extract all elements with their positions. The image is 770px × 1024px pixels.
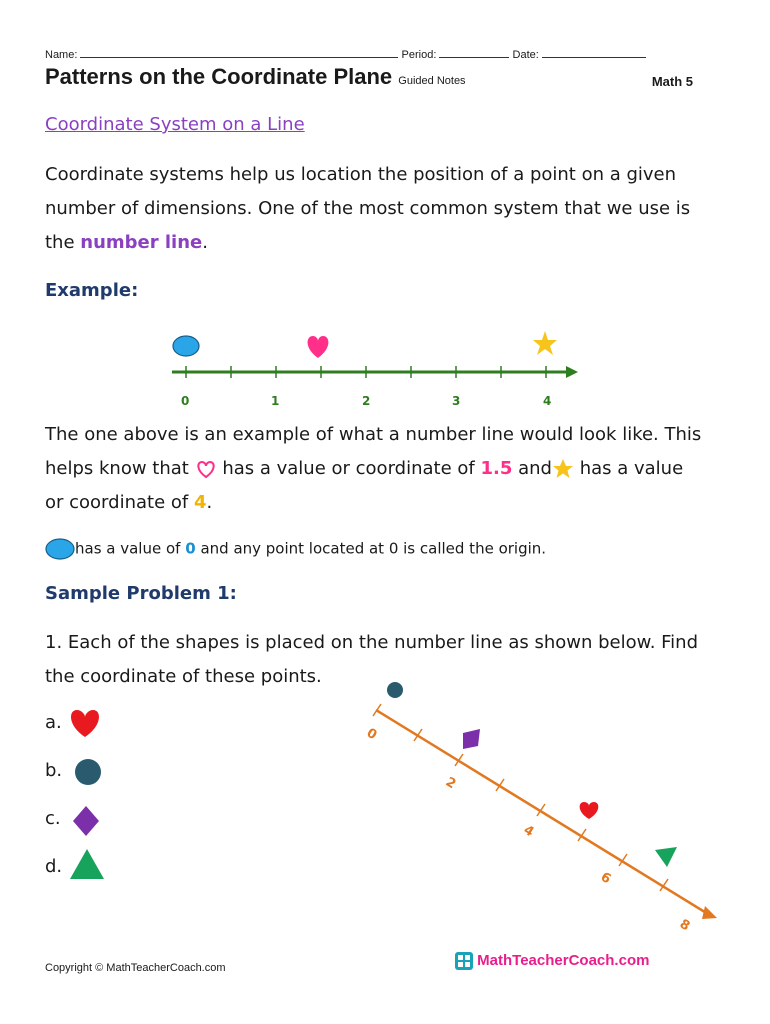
tick-label: 2 [442, 774, 459, 793]
page-subtitle: Guided Notes [398, 75, 466, 87]
section-heading: Coordinate System on a Line [45, 114, 305, 135]
tick-label: 2 [362, 394, 371, 408]
option-b-label: b. [45, 760, 63, 781]
arrow-icon [702, 906, 717, 919]
course-label: Math 5 [651, 74, 693, 89]
option-d-label: d. [45, 856, 63, 877]
circle-icon [75, 759, 101, 785]
tick-label: 3 [452, 394, 461, 408]
heart-value: 1.5 [480, 458, 513, 479]
triangle-icon [655, 847, 677, 867]
name-label: Name: [45, 49, 78, 61]
page-title: Patterns on the Coordinate Plane Guided Notes [45, 64, 466, 89]
tick-label: 1 [271, 394, 280, 408]
sample-heading: Sample Problem 1: [45, 583, 237, 604]
red-heart-icon [71, 710, 99, 737]
example-explanation: The one above is an example of what a number line would look like. This helps know that has a value or coordinate of 1.5 and has a value or coordinate of 4. [45, 424, 702, 513]
brand-logo[interactable]: MathTeacherCoach.com [455, 952, 649, 970]
diagonal-axis [376, 710, 708, 914]
date-label: Date: [512, 49, 539, 61]
tick-label: 4 [543, 394, 552, 408]
triangle-icon [70, 849, 104, 879]
tick-label: 4 [520, 822, 537, 841]
tick-label: 0 [181, 394, 190, 408]
tick-label: 8 [676, 916, 693, 935]
period-label: Period: [401, 49, 437, 61]
circle-icon [387, 682, 403, 698]
option-a-label: a. [45, 712, 62, 733]
star-value: 4 [193, 492, 207, 513]
diamond-icon [463, 729, 480, 749]
tick-label: 6 [597, 869, 614, 888]
sample-question: 1. Each of the shapes is placed on the number line as shown below. Find the coordinate of these points. [45, 632, 699, 687]
example-heading: Example: [45, 280, 139, 301]
copyright-text: Copyright © MathTeacherCoach.com [45, 962, 226, 974]
number-line-term: number line [80, 232, 203, 253]
red-heart-icon [580, 802, 599, 819]
tick-label: 0 [363, 725, 380, 744]
calculator-icon [455, 952, 473, 970]
option-c-label: c. [45, 808, 61, 829]
diamond-icon [73, 806, 99, 836]
cloud-value: 0 [185, 539, 196, 558]
intro-paragraph: Coordinate systems help us location the position of a point on a given number of dimensions. One of the most common system that we use is the number line. [45, 164, 691, 253]
origin-sentence: has a value of 0 and any point located at 0 is called the origin. [45, 538, 546, 560]
